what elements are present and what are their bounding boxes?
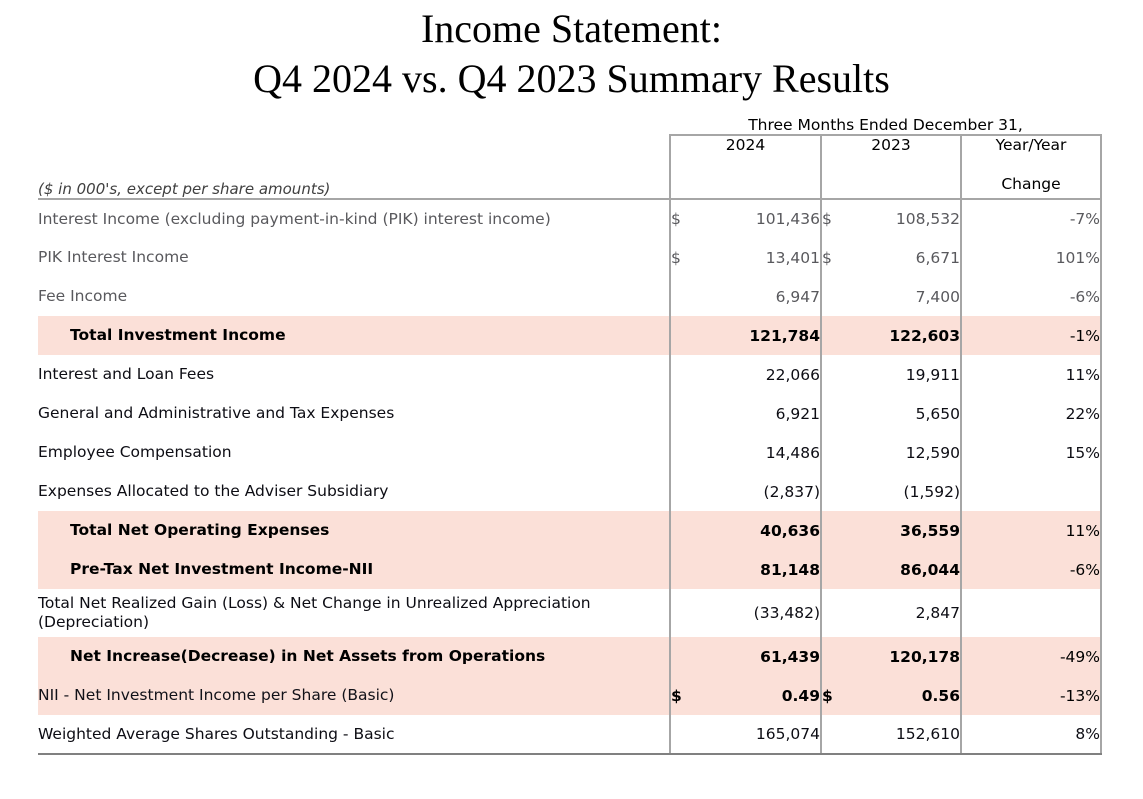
cell-2023-currency xyxy=(821,433,851,472)
cell-2024-currency: $ xyxy=(670,238,700,277)
cell-2023-value: 6,671 xyxy=(915,248,960,267)
table-row xyxy=(38,199,1101,238)
row-label: Interest and Loan Fees xyxy=(38,365,215,383)
cell-2024-value: 61,439 xyxy=(700,637,821,676)
cell-2023-currency xyxy=(821,589,851,637)
cell-yoy-value: -13% xyxy=(961,676,1101,715)
row-label: Employee Compensation xyxy=(38,443,232,461)
cell-2023-currency xyxy=(821,394,851,433)
cell-2024-value: 40,636 xyxy=(700,511,821,550)
table-row xyxy=(38,355,1101,394)
cell-2024-currency xyxy=(670,394,700,433)
cell-yoy-value: -49% xyxy=(961,637,1101,676)
cell-2024-currency xyxy=(670,715,700,754)
row-label-cell xyxy=(38,433,670,472)
row-label: Total Net Realized Gain (Loss) & Net Change in Unrealized Appreciation (Depreciation) xyxy=(38,594,591,631)
row-label-cell xyxy=(38,472,670,511)
title-line-1: Income Statement: xyxy=(420,6,722,51)
row-label-cell xyxy=(38,394,670,433)
table-row xyxy=(38,589,1101,637)
cell-yoy-value: -6% xyxy=(961,550,1101,589)
table-row xyxy=(38,277,1101,316)
row-label: Interest Income (excluding payment-in-kind (PIK) interest income) xyxy=(38,209,551,228)
cell-2023-currency: $ xyxy=(821,676,851,715)
cell-2024-value: 0.49 xyxy=(700,676,821,715)
cell-2023-value: 86,044 xyxy=(851,550,961,589)
title-line-2: Q4 2024 vs. Q4 2023 Summary Results xyxy=(253,56,890,101)
cell-2023-currency xyxy=(821,715,851,754)
cell-2024-currency xyxy=(670,550,700,589)
row-label: Weighted Average Shares Outstanding - Basic xyxy=(38,724,395,743)
row-label-cell xyxy=(38,715,670,754)
table-row-subtotal xyxy=(38,637,1101,676)
cell-yoy-value: -6% xyxy=(961,277,1101,316)
row-label-cell xyxy=(38,676,670,715)
row-label: Fee Income xyxy=(38,287,128,305)
row-label-cell xyxy=(38,316,670,355)
header-spacer xyxy=(38,104,670,135)
cell-2023-value: 36,559 xyxy=(851,511,961,550)
cell-2024-value: 14,486 xyxy=(765,443,820,462)
cell-2024-value: (2,837) xyxy=(763,482,820,501)
cell-2024-value: 6,947 xyxy=(775,287,820,306)
cell-yoy-value: -1% xyxy=(961,316,1101,355)
cell-2024-value: 22,066 xyxy=(765,365,820,384)
cell-2024-currency xyxy=(670,637,700,676)
cell-2024-value: 165,074 xyxy=(700,715,821,754)
cell-yoy-value: 101% xyxy=(961,238,1101,277)
cell-2024-value: 6,921 xyxy=(775,404,820,423)
row-label: NII - Net Investment Income per Share (Basic) xyxy=(38,686,395,704)
cell-2024-currency xyxy=(670,277,700,316)
row-label: Total Net Operating Expenses xyxy=(70,521,330,539)
cell-2024-currency xyxy=(670,433,700,472)
table-row-subtotal xyxy=(38,316,1101,355)
cell-yoy-value: 8% xyxy=(961,715,1101,754)
row-label-cell xyxy=(38,238,670,277)
cell-2024-currency xyxy=(670,472,700,511)
row-label-cell xyxy=(38,277,670,316)
cell-2024-value: 13,401 xyxy=(765,248,820,267)
row-label-cell xyxy=(38,355,670,394)
cell-2023-value: 152,610 xyxy=(851,715,961,754)
table-row-per-share xyxy=(38,676,1101,715)
row-label-cell xyxy=(38,589,670,637)
column-header-yoy-line2: Change xyxy=(1001,175,1061,193)
table-row xyxy=(38,715,1101,754)
row-label: Expenses Allocated to the Adviser Subsidiary xyxy=(38,482,389,500)
cell-yoy-value: -7% xyxy=(961,199,1101,238)
units-note: ($ in 000's, except per share amounts) xyxy=(38,135,670,199)
row-label-cell xyxy=(38,199,670,238)
cell-2023-currency xyxy=(821,511,851,550)
cell-2023-currency xyxy=(821,550,851,589)
row-label: Pre-Tax Net Investment Income-NII xyxy=(70,560,374,578)
cell-2023-value: 120,178 xyxy=(851,637,961,676)
row-label-cell xyxy=(38,550,670,589)
page-title xyxy=(0,0,1143,104)
cell-yoy-value: 11% xyxy=(961,511,1101,550)
cell-2023-currency xyxy=(821,355,851,394)
cell-yoy-value xyxy=(961,589,1101,637)
table-row xyxy=(38,472,1101,511)
row-label: PIK Interest Income xyxy=(38,248,189,266)
table-body xyxy=(38,199,1101,754)
cell-2023-value: 2,847 xyxy=(915,604,960,622)
table-row xyxy=(38,394,1101,433)
cell-yoy-value: 11% xyxy=(961,355,1101,394)
cell-yoy-value: 15% xyxy=(961,433,1101,472)
table-header xyxy=(38,104,1101,199)
cell-2024-currency xyxy=(670,316,700,355)
cell-yoy-value: 22% xyxy=(961,394,1101,433)
cell-2024-currency: $ xyxy=(670,676,700,715)
table-row xyxy=(38,433,1101,472)
cell-2024-currency xyxy=(670,589,700,637)
row-label: General and Administrative and Tax Expenses xyxy=(38,404,395,422)
cell-2023-value: 5,650 xyxy=(915,404,960,423)
cell-2023-value: 19,911 xyxy=(905,365,960,384)
period-header: Three Months Ended December 31, xyxy=(748,116,1023,134)
cell-2024-currency: $ xyxy=(670,199,700,238)
cell-2023-value: 0.56 xyxy=(851,676,961,715)
cell-2023-currency xyxy=(821,637,851,676)
cell-2023-value: 7,400 xyxy=(915,287,960,306)
cell-yoy-value xyxy=(961,472,1101,511)
table-row-subtotal xyxy=(38,511,1101,550)
income-statement-table xyxy=(38,104,1102,755)
cell-2023-currency: $ xyxy=(821,238,851,277)
cell-2023-currency: $ xyxy=(821,199,851,238)
column-header-row xyxy=(38,135,1101,199)
row-label: Net Increase(Decrease) in Net Assets from Operations xyxy=(70,647,546,665)
cell-2023-value: 12,590 xyxy=(905,443,960,462)
cell-2024-value: 101,436 xyxy=(755,210,820,228)
cell-2023-value: (1,592) xyxy=(903,482,960,501)
period-header-row xyxy=(38,104,1101,135)
column-header-yoy-line1: Year/Year xyxy=(995,136,1067,154)
cell-2023-value: 108,532 xyxy=(895,210,960,228)
cell-2024-value: 121,784 xyxy=(700,316,821,355)
table-row xyxy=(38,238,1101,277)
column-header-2024: 2024 xyxy=(670,135,821,199)
cell-2024-currency xyxy=(670,355,700,394)
column-header-yoy xyxy=(961,135,1101,199)
cell-2023-currency xyxy=(821,472,851,511)
cell-2024-currency xyxy=(670,511,700,550)
table-row-subtotal xyxy=(38,550,1101,589)
cell-2023-value: 122,603 xyxy=(851,316,961,355)
row-label-cell xyxy=(38,637,670,676)
cell-2023-currency xyxy=(821,316,851,355)
cell-2023-currency xyxy=(821,277,851,316)
row-label: Total Investment Income xyxy=(70,326,286,344)
cell-2024-value: (33,482) xyxy=(753,604,820,622)
row-label-cell xyxy=(38,511,670,550)
income-statement-sheet xyxy=(0,104,1143,755)
column-header-2023: 2023 xyxy=(821,135,961,199)
cell-2024-value: 81,148 xyxy=(700,550,821,589)
